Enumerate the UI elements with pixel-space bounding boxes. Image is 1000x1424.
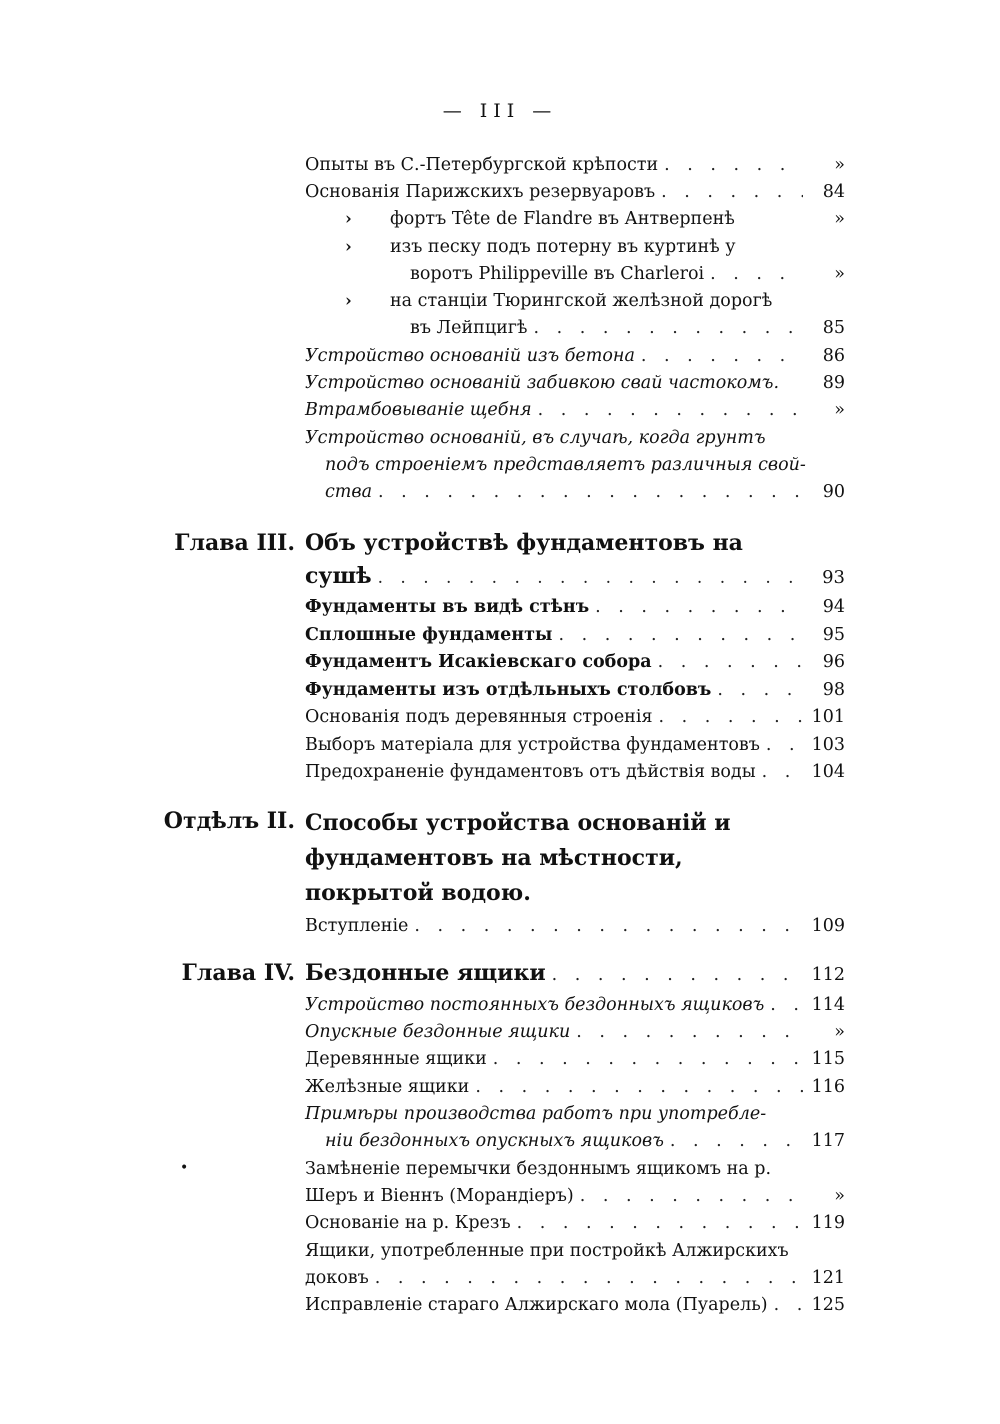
chapter-4-title-row (305, 960, 845, 992)
toc-entry-label: на станціи Тюрингской желѣзной дорогѣ (390, 291, 773, 311)
toc-entry-label: Сплошные фундаменты (305, 624, 553, 645)
toc-entry-page: 96 (822, 652, 845, 672)
toc-entry (305, 597, 845, 625)
toc-entry-label: ства (325, 482, 373, 502)
toc-entry-page: 114 (811, 995, 845, 1015)
toc-leader-dots (493, 1049, 803, 1069)
toc-leader-dots (762, 762, 803, 782)
toc-entry-label: Втрамбовываніе щебня (305, 400, 532, 420)
intro-row (305, 916, 845, 944)
toc-entry-label: Опускные бездонные ящики (305, 1022, 571, 1042)
toc-leader-dots (659, 707, 804, 727)
ditto-mark: › (345, 237, 352, 257)
toc-entry-label: Предохраненіе фундаментовъ отъ дѣйствія воды (305, 762, 756, 782)
toc-entry (390, 291, 845, 319)
toc-entry-page: » (834, 209, 845, 229)
toc-entry-page: 86 (822, 346, 845, 366)
toc-entry-label: подъ строеніемъ представляетъ различныя свой- (325, 455, 806, 475)
toc-leader-dots (661, 182, 803, 202)
toc-entry (410, 264, 845, 292)
toc-leader-dots (375, 1268, 803, 1288)
toc-entry (305, 762, 845, 790)
chapter-4-label: Глава IV. (181, 960, 295, 986)
toc-entry-label: Примѣры производства работъ при употребле- (305, 1104, 767, 1124)
toc-leader-dots (774, 1295, 803, 1315)
chapter-3-title-text-2: сушѣ (305, 563, 372, 589)
toc-leader-dots (538, 400, 803, 420)
toc-leader-dots (517, 1213, 803, 1233)
toc-entry (305, 428, 845, 456)
toc-entry-label: изъ песку подъ потерну въ куртинѣ у (390, 237, 736, 257)
toc-entry-page: » (834, 400, 845, 420)
toc-entry (305, 680, 845, 708)
chapter-4-title: Бездонные ящики (305, 960, 546, 986)
toc-entry (305, 1049, 845, 1077)
toc-entry-page: » (834, 1186, 845, 1206)
toc-entry (305, 400, 845, 428)
toc-leader-dots (595, 597, 803, 617)
toc-entry-label: доковъ (305, 1268, 369, 1288)
toc-entry-page: 103 (811, 734, 845, 755)
toc-entry-label: воротъ Philippeville въ Charleroi (410, 264, 705, 284)
ditto-mark: › (345, 209, 352, 229)
toc-entry (305, 625, 845, 653)
toc-entry (390, 209, 845, 237)
toc-entry (305, 1077, 845, 1105)
toc-entry-label: Основанія подъ деревянныя строенія (305, 707, 653, 727)
toc-entry-page: 119 (811, 1213, 845, 1233)
toc-leader-dots (533, 318, 803, 338)
toc-entry-page: 116 (811, 1077, 845, 1097)
toc-entry-label: Основанія Парижскихъ резервуаровъ (305, 182, 656, 202)
intro-label: Вступленіе (305, 916, 409, 936)
toc-entry-page: 98 (822, 679, 845, 700)
toc-entry-page: 125 (811, 1295, 845, 1315)
toc-entry-page: 117 (811, 1131, 845, 1151)
toc-leader-dots (664, 155, 803, 175)
toc-entry (305, 182, 845, 210)
toc-leader-dots (710, 264, 803, 284)
toc-entry-label: Фундаменты въ видѣ стѣнъ (305, 597, 590, 617)
toc-leader-dots (717, 680, 803, 700)
toc-leader-dots (670, 1131, 803, 1151)
toc-entry (325, 455, 845, 483)
chapter-3-title-text: Объ устройствѣ фундаментовъ на (305, 530, 743, 556)
chapter-3-title-line2 (305, 563, 845, 593)
toc-entry-label: Фундаментъ Исакіевскаго собора (305, 652, 652, 672)
chapter-3-label: Глава III. (174, 530, 295, 556)
toc-entry (305, 735, 845, 763)
toc-entry (305, 1295, 845, 1323)
toc-entry-page: » (834, 1022, 845, 1042)
toc-entry (410, 318, 845, 346)
toc-entry-page: 89 (822, 373, 845, 393)
toc-entry-page: » (834, 264, 845, 284)
chapter-4-page: 112 (811, 965, 845, 985)
toc-entry (325, 1131, 845, 1159)
toc-entry-page: 94 (822, 597, 845, 617)
toc-entry-page: 104 (811, 762, 845, 782)
toc-entry (390, 237, 845, 265)
margin-mark: • (180, 1160, 189, 1176)
toc-entry (305, 652, 845, 680)
toc-leader-dots (378, 482, 803, 502)
toc-entry (305, 995, 845, 1023)
toc-entry (305, 1213, 845, 1241)
section-2-title: Способы устройства основаній и фундаментовъ на мѣстности, покрытой водою. (305, 810, 731, 906)
toc-entry (305, 155, 845, 183)
toc-entry (305, 346, 845, 374)
toc-entry (305, 707, 845, 735)
toc-entry-label: Основаніе на р. Крезъ (305, 1213, 511, 1233)
toc-entry-label: Устройство основаній, въ случаѣ, когда грунтъ (305, 428, 766, 448)
toc-entry-label: ніи бездонныхъ опускныхъ ящиковъ (325, 1131, 664, 1151)
toc-entry (305, 1268, 845, 1296)
toc-entry (305, 1241, 845, 1269)
toc-leader-dots (580, 1186, 803, 1206)
toc-entry (305, 1186, 845, 1214)
toc-entry-label: Желѣзные ящики (305, 1077, 470, 1097)
toc-entry-page: 85 (822, 318, 845, 338)
toc-entry-label: Ящики, употребленные при постройкѣ Алжирскихъ (305, 1241, 789, 1261)
toc-entry-label: въ Лейпцигѣ (410, 318, 528, 338)
page-number: — III — (442, 100, 558, 122)
toc-entry-page: 101 (811, 707, 845, 727)
toc-entry-label: Устройство основаній изъ бетона (305, 346, 635, 366)
toc-entry-label: Замѣненіе перемычки бездоннымъ ящикомъ на р. (305, 1159, 772, 1179)
toc-entry (305, 373, 845, 401)
toc-entry-label: Фундаменты изъ отдѣльныхъ столбовъ (305, 679, 712, 700)
section-2-label: Отдѣлъ II. (163, 808, 295, 834)
toc-entry-label: Исправленіе стараго Алжирскаго мола (Пуарель) (305, 1295, 768, 1315)
toc-entry-page: 95 (822, 624, 845, 645)
chapter-3-page: 93 (822, 567, 845, 588)
toc-entry-label: Опыты въ С.-Петербургской крѣпости (305, 155, 659, 175)
ditto-mark: › (345, 291, 352, 311)
toc-leader-dots (641, 346, 803, 366)
toc-leader-dots (770, 995, 803, 1015)
toc-entry (305, 1159, 845, 1187)
toc-entry-page: 84 (822, 182, 845, 202)
toc-entry-page: 121 (811, 1268, 845, 1288)
chapter-3-title-line1 (305, 530, 845, 565)
toc-leader-dots (475, 1077, 803, 1097)
toc-entry-label: Шеръ и Віеннъ (Морандіеръ) (305, 1186, 574, 1206)
toc-entry-label: Деревянные ящики (305, 1049, 487, 1069)
toc-entry-label: Устройство постоянныхъ бездонныхъ ящиковъ (305, 995, 765, 1015)
toc-leader-dots (766, 735, 803, 755)
toc-leader-dots (658, 652, 803, 672)
toc-leader-dots (576, 1022, 803, 1042)
toc-leader-dots (558, 625, 803, 645)
toc-entry-label: Устройство основаній забивкою свай частокомъ. (305, 373, 780, 393)
intro-page: 109 (811, 916, 845, 936)
toc-entry-page: 115 (811, 1049, 845, 1069)
toc-entry-page: 90 (822, 482, 845, 502)
toc-entry-label: Выборъ матеріала для устройства фундаментовъ (305, 734, 760, 755)
toc-entry-label: фортъ Tête de Flandre въ Антверпенѣ (390, 209, 735, 229)
toc-entry-page: » (834, 155, 845, 175)
toc-entry (325, 482, 845, 510)
toc-entry (305, 1104, 845, 1132)
toc-entry (305, 1022, 845, 1050)
